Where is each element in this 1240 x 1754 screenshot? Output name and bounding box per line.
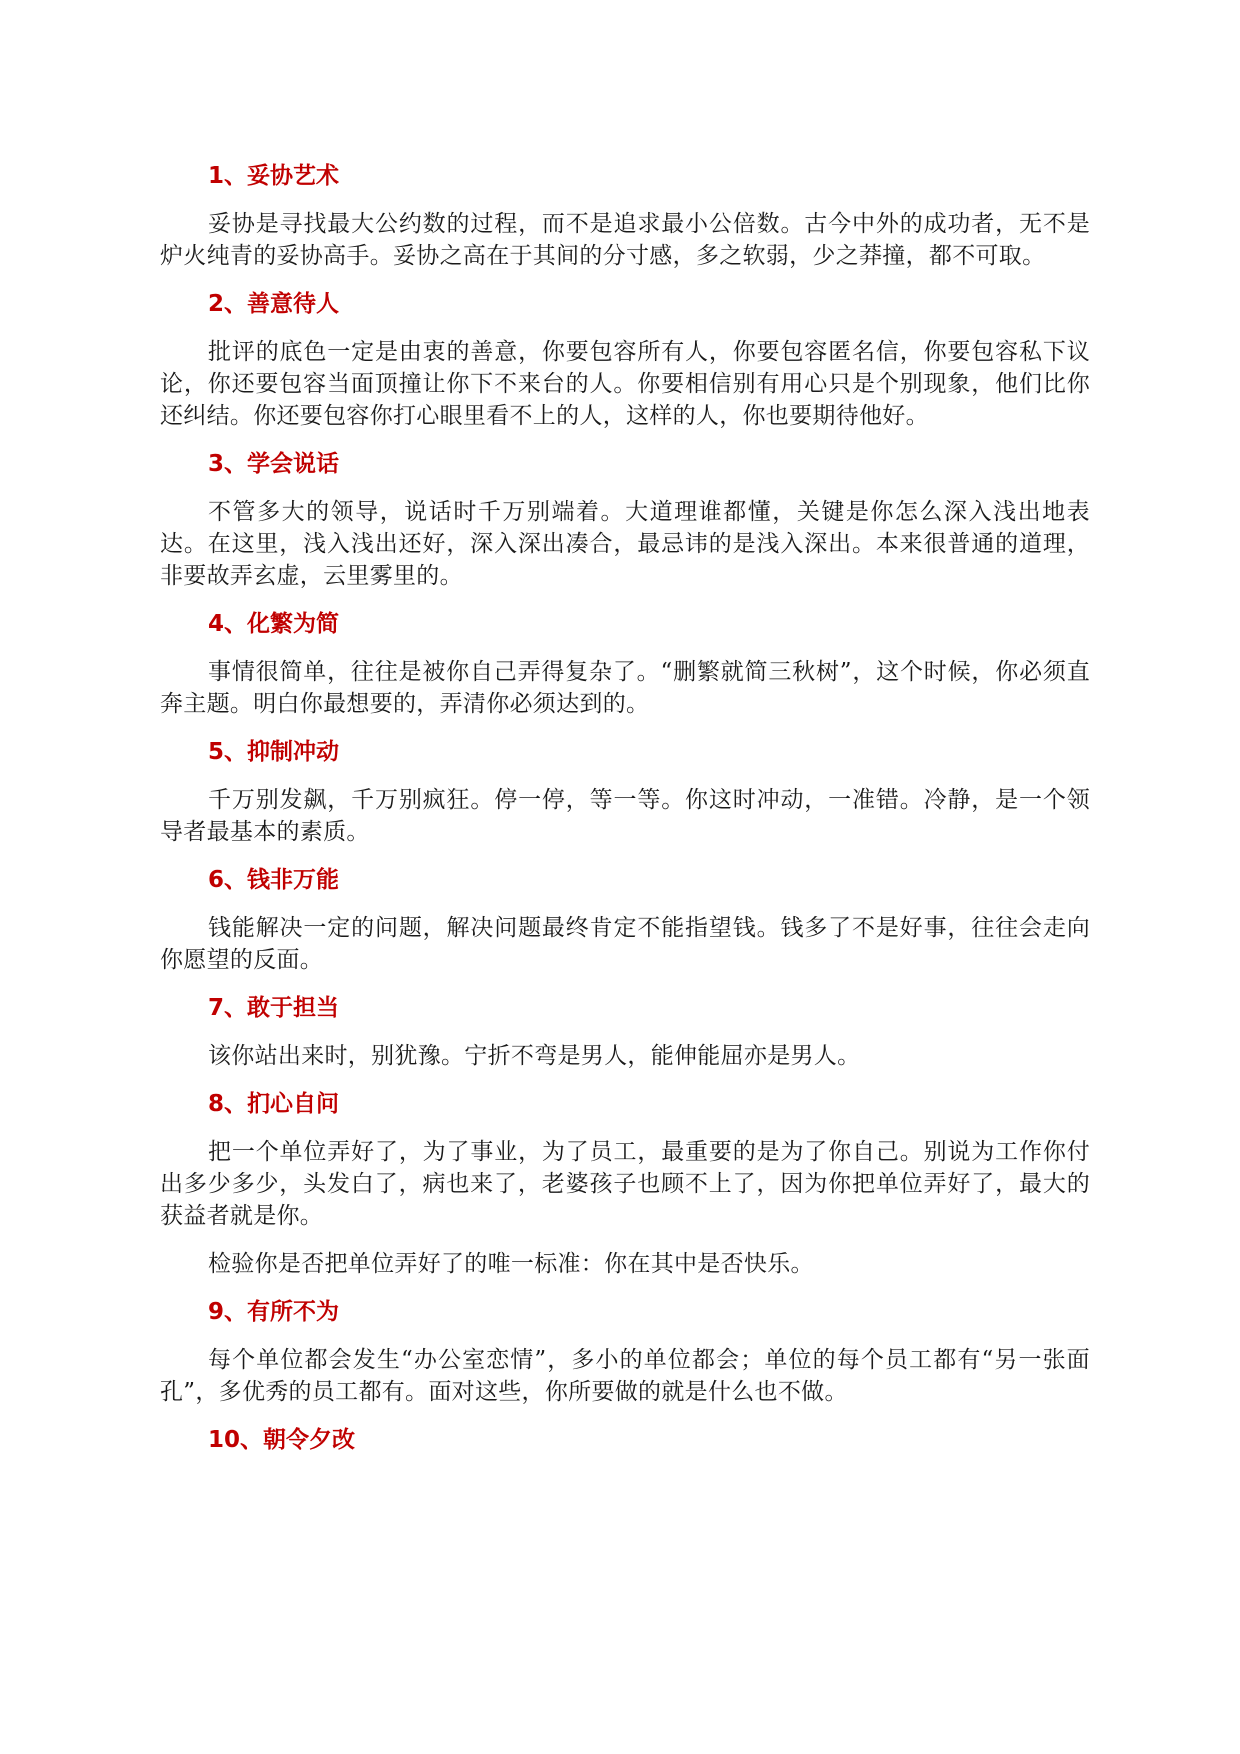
- section-paragraph: 检验你是否把单位弄好了的唯一标准：你在其中是否快乐。: [208, 1251, 814, 1277]
- section-paragraph: 事情很简单，往往是被你自己弄得复杂了。“删繁就简三秋树”，这个时候，你必须直奔主题。明白你最想要的，弄清你必须达到的。: [160, 659, 1090, 717]
- section-8: [160, 1088, 1090, 1280]
- section-paragraph: 千万别发飙，千万别疯狂。停一停，等一等。你这时冲动，一准错。冷静，是一个领导者最基本的素质。: [160, 787, 1090, 845]
- section-paragraph: 钱能解决一定的问题，解决问题最终肯定不能指望钱。钱多了不是好事，往往会走向你愿望的反面。: [160, 915, 1090, 973]
- section-paragraph: 不管多大的领导，说话时千万别端着。大道理谁都懂，关键是你怎么深入浅出地表达。在这里，浅入浅出还好，深入深出凑合，最忌讳的是浅入深出。本来很普通的道理，非要故弄玄虚，云里雾里的。: [160, 499, 1090, 589]
- section-3: [160, 448, 1090, 592]
- section-heading: 10、朝令夕改: [208, 1427, 356, 1453]
- section-heading: 8、扪心自问: [208, 1091, 340, 1117]
- section-9: [160, 1296, 1090, 1408]
- section-heading: 3、学会说话: [208, 451, 340, 477]
- section-heading: 5、抑制冲动: [208, 739, 340, 765]
- section-paragraph: 妥协是寻找最大公约数的过程，而不是追求最小公倍数。古今中外的成功者，无不是炉火纯青的妥协高手。妥协之高在于其间的分寸感，多之软弱，少之莽撞，都不可取。: [160, 211, 1090, 269]
- section-heading: 1、妥协艺术: [208, 163, 340, 189]
- section-heading: 7、敢于担当: [208, 995, 340, 1021]
- section-7: [160, 992, 1090, 1072]
- section-heading: 9、有所不为: [208, 1299, 340, 1325]
- section-paragraph: 批评的底色一定是由衷的善意，你要包容所有人，你要包容匿名信，你要包容私下议论，你还要包容当面顶撞让你下不来台的人。你要相信别有用心只是个别现象，他们比你还纠结。你还要包容你打心眼里看不上的人，这样的人，你也要期待他好。: [160, 339, 1090, 429]
- section-heading: 6、钱非万能: [208, 867, 340, 893]
- section-10: [160, 1424, 1090, 1456]
- section-paragraph: 把一个单位弄好了，为了事业，为了员工，最重要的是为了你自己。别说为工作你付出多少多少，头发白了，病也来了，老婆孩子也顾不上了，因为你把单位弄好了，最大的获益者就是你。: [160, 1139, 1090, 1229]
- section-heading: 2、善意待人: [208, 291, 340, 317]
- section-6: [160, 864, 1090, 976]
- section-1: [160, 160, 1090, 272]
- section-2: [160, 288, 1090, 432]
- section-5: [160, 736, 1090, 848]
- section-4: [160, 608, 1090, 720]
- section-paragraph: 每个单位都会发生“办公室恋情”，多小的单位都会；单位的每个员工都有“另一张面孔”，多优秀的员工都有。面对这些，你所要做的就是什么也不做。: [160, 1347, 1090, 1405]
- section-paragraph: 该你站出来时，别犹豫。宁折不弯是男人，能伸能屈亦是男人。: [208, 1043, 861, 1069]
- document-page: [160, 160, 1090, 1472]
- section-heading: 4、化繁为简: [208, 611, 340, 637]
